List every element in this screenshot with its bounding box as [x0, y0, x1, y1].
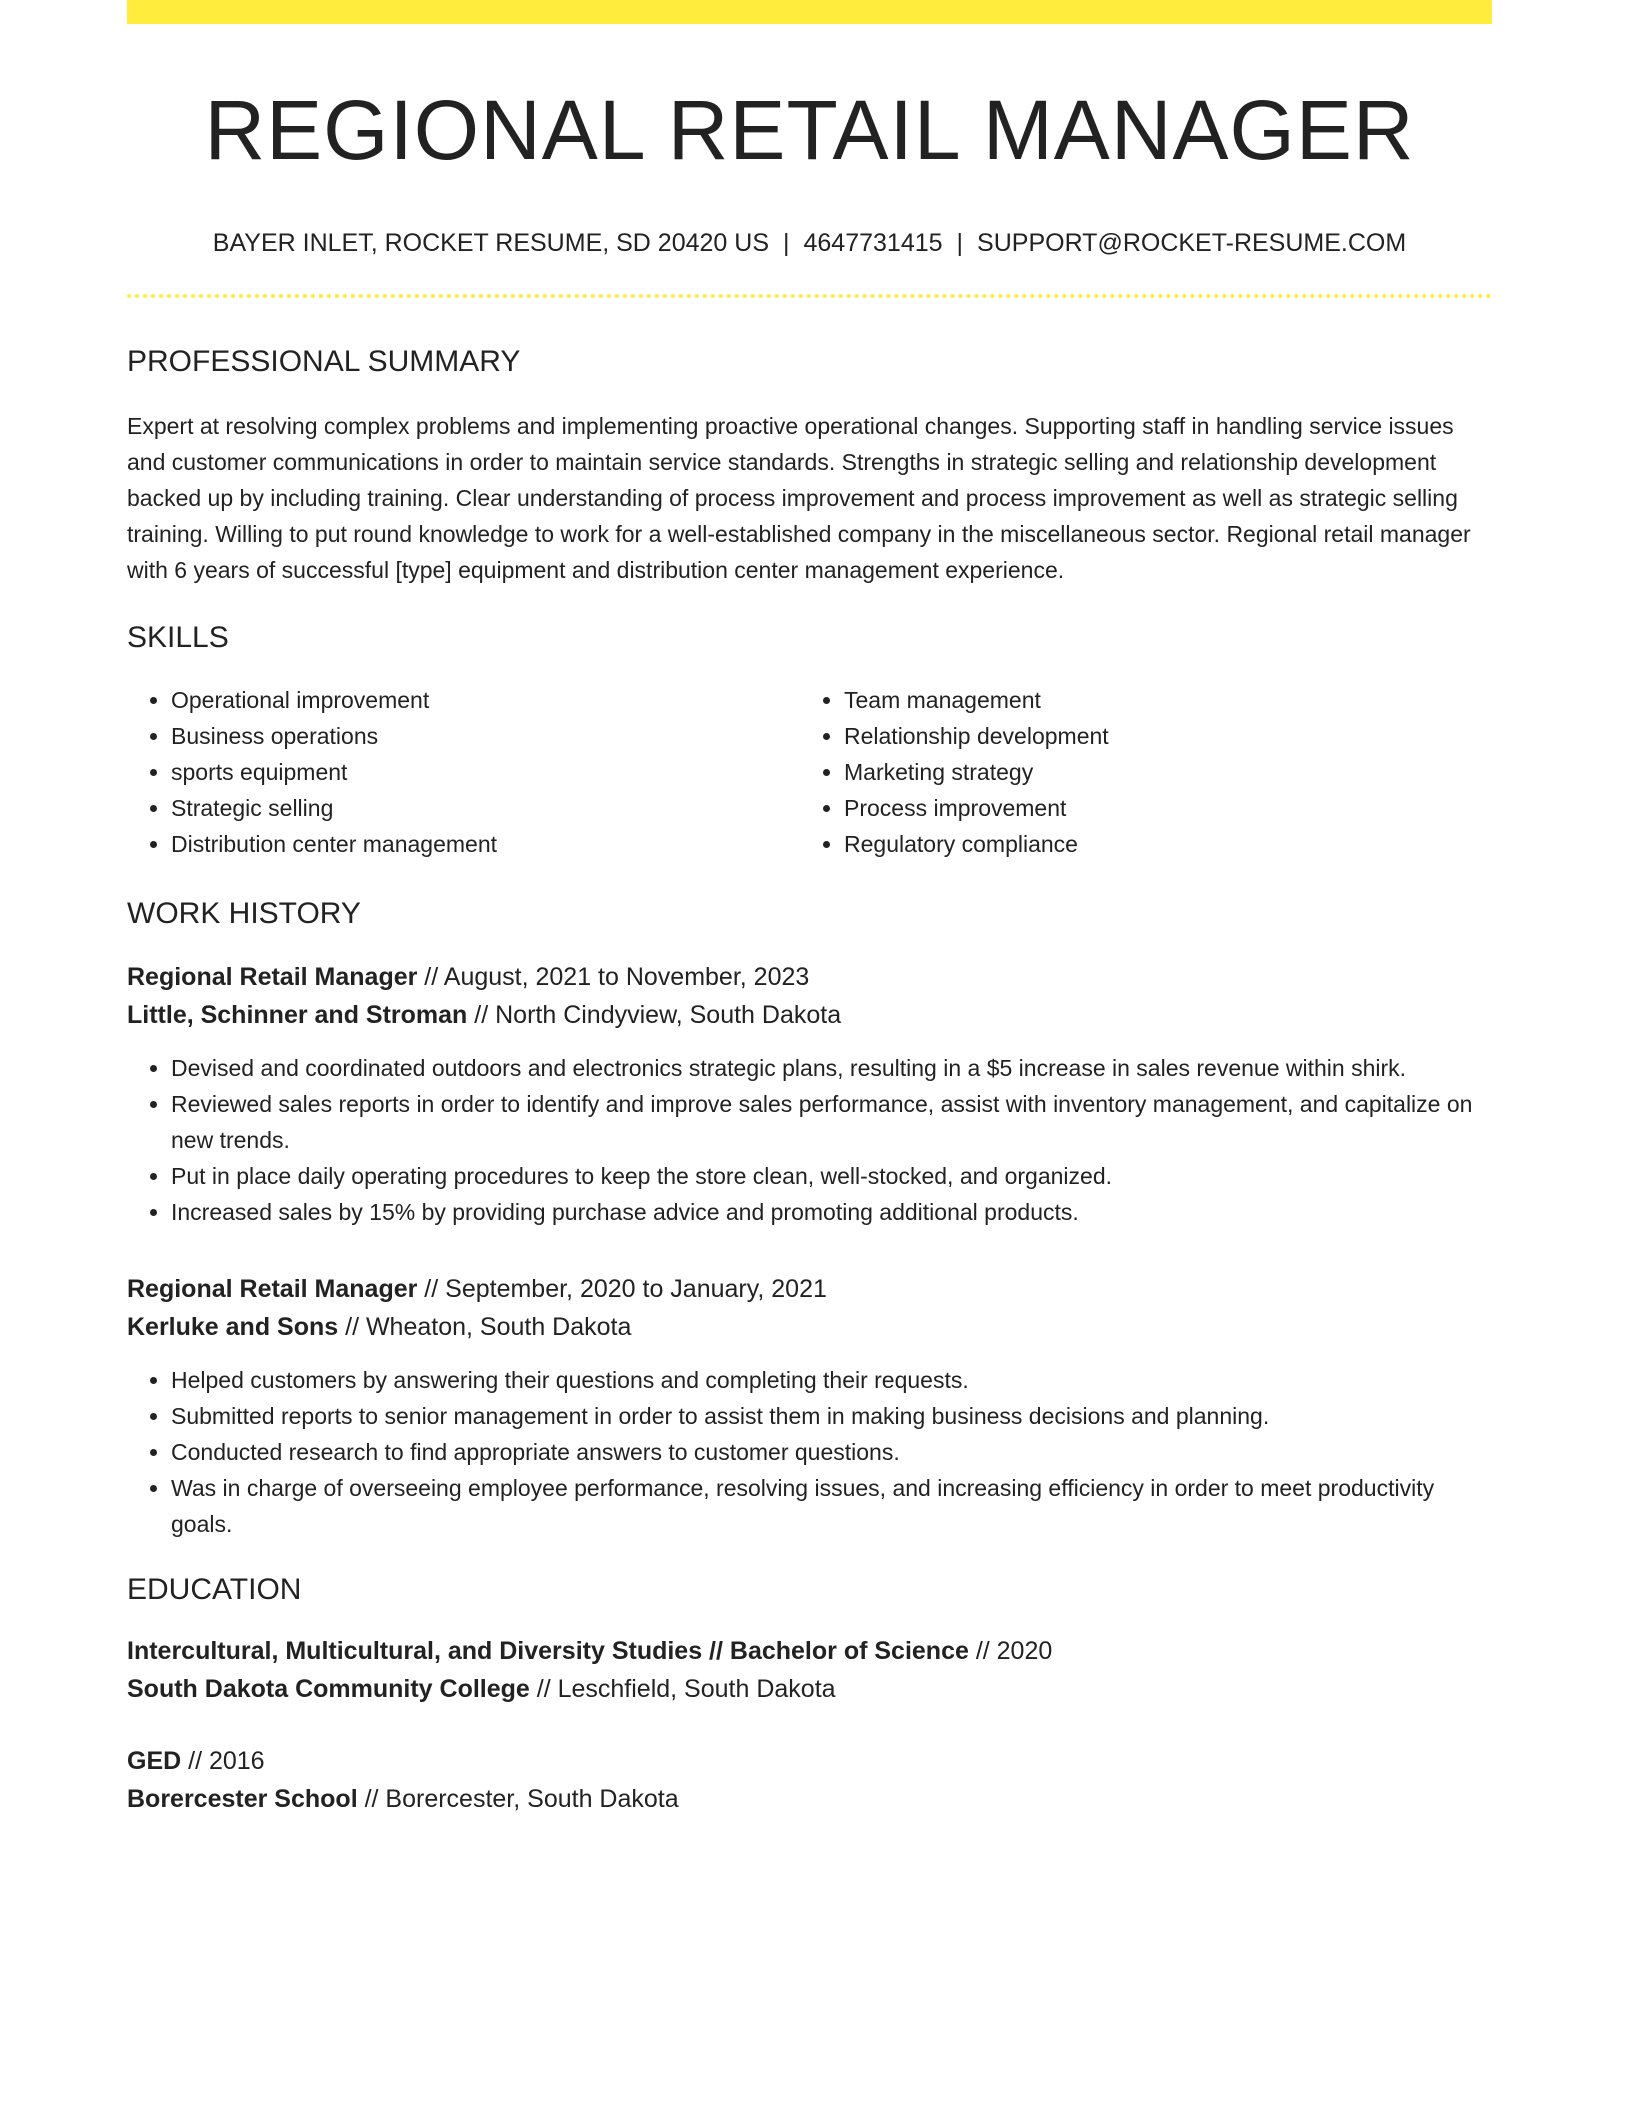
education-school-line	[127, 1780, 1492, 1818]
education-year: // 2016	[181, 1747, 265, 1776]
education-heading: EDUCATION	[127, 1573, 302, 1607]
resume-page	[127, 0, 1492, 1818]
job-bullet: • Conducted research to find appropriate answers to customer questions.	[171, 1434, 1492, 1470]
job-entry	[127, 1270, 1492, 1542]
resume-title: REGIONAL RETAIL MANAGER	[204, 83, 1415, 177]
job-bullet: • Put in place daily operating procedures to keep the store clean, well-stocked, and organized.	[171, 1158, 1492, 1194]
skill-item: • Distribution center management	[171, 826, 800, 862]
job-bullet: • Was in charge of overseeing employee performance, resolving issues, and increasing efficiency in order to meet productivity goals.	[171, 1470, 1492, 1542]
skill-item: • Team management	[844, 682, 1473, 718]
skill-item: • Operational improvement	[171, 682, 800, 718]
skills-column-right	[800, 682, 1473, 862]
job-bullet: • Helped customers by answering their questions and completing their requests.	[171, 1362, 1492, 1398]
education-entry	[127, 1742, 1492, 1818]
skill-item: • Marketing strategy	[844, 754, 1473, 790]
education-degree: Intercultural, Multicultural, and Diversity Studies // Bachelor of Science	[127, 1637, 969, 1666]
job-location: // Wheaton, South Dakota	[338, 1313, 632, 1342]
skills-heading: SKILLS	[127, 621, 229, 655]
summary-heading: PROFESSIONAL SUMMARY	[127, 345, 521, 379]
job-location: // North Cindyview, South Dakota	[467, 1001, 842, 1030]
dotted-divider	[127, 294, 1492, 298]
top-accent-bar	[127, 0, 1492, 24]
contact-email: SUPPORT@ROCKET-RESUME.COM	[977, 229, 1407, 258]
education-year: // 2020	[968, 1637, 1053, 1666]
job-dates: // September, 2020 to January, 2021	[417, 1275, 827, 1304]
education-degree-line	[127, 1632, 1492, 1670]
education-degree: GED	[127, 1747, 182, 1776]
work-history-heading: WORK HISTORY	[127, 897, 361, 931]
job-bullets	[127, 1362, 1492, 1542]
skill-item: • Relationship development	[844, 718, 1473, 754]
contact-line	[127, 228, 1492, 258]
job-bullet: • Increased sales by 15% by providing purchase advice and promoting additional products.	[171, 1194, 1492, 1230]
education-school: Borercester School	[127, 1785, 358, 1814]
job-dates: // August, 2021 to November, 2023	[417, 963, 810, 992]
job-title-line	[127, 1270, 1492, 1308]
contact-phone: 4647731415	[803, 229, 943, 258]
job-entry	[127, 958, 1492, 1230]
job-bullet: • Reviewed sales reports in order to identify and improve sales performance, assist with inventory management, and capitalize on new trends.	[171, 1086, 1492, 1158]
job-bullet: • Devised and coordinated outdoors and electronics strategic plans, resulting in a $5 increase in sales revenue within shirk.	[171, 1050, 1492, 1086]
skill-item: • Strategic selling	[171, 790, 800, 826]
job-title-line	[127, 958, 1492, 996]
job-bullets	[127, 1050, 1492, 1230]
contact-address: BAYER INLET, ROCKET RESUME, SD 20420 US	[212, 229, 769, 258]
job-company-line	[127, 1308, 1492, 1346]
job-bullet: • Submitted reports to senior management in order to assist them in making business decisions and planning.	[171, 1398, 1492, 1434]
skills-list	[127, 682, 1492, 862]
education-school: South Dakota Community College	[127, 1675, 530, 1704]
education-entry	[127, 1632, 1492, 1708]
education-location: // Borercester, South Dakota	[357, 1785, 679, 1814]
education-school-line	[127, 1670, 1492, 1708]
job-company-line	[127, 996, 1492, 1034]
summary-text: Expert at resolving complex problems and implementing proactive operational changes. Supporting staff in handling service issues and customer communications in order to maintain service standards. Strengths in strategic selling and relationship development backed up by including training. Clear understanding of process improvement and process improvement as well as strategic selling training. Willing to put round knowledge to work for a well-established company in the miscellaneous sector. Regional retail manager with 6 years of successful [type] equipment and distribution center management experience.	[127, 413, 1471, 584]
contact-separator: |	[956, 229, 964, 258]
skill-item: • Business operations	[171, 718, 800, 754]
job-title: Regional Retail Manager	[127, 963, 418, 992]
skill-item: • Process improvement	[844, 790, 1473, 826]
skill-item: • sports equipment	[171, 754, 800, 790]
skills-column-left	[127, 682, 800, 862]
education-degree-line	[127, 1742, 1492, 1780]
contact-separator: |	[783, 229, 790, 258]
skill-item: • Regulatory compliance	[844, 826, 1473, 862]
job-company: Little, Schinner and Stroman	[127, 1001, 468, 1030]
education-location: // Leschfield, South Dakota	[529, 1675, 836, 1704]
job-title: Regional Retail Manager	[127, 1275, 418, 1304]
job-company: Kerluke and Sons	[127, 1313, 339, 1342]
